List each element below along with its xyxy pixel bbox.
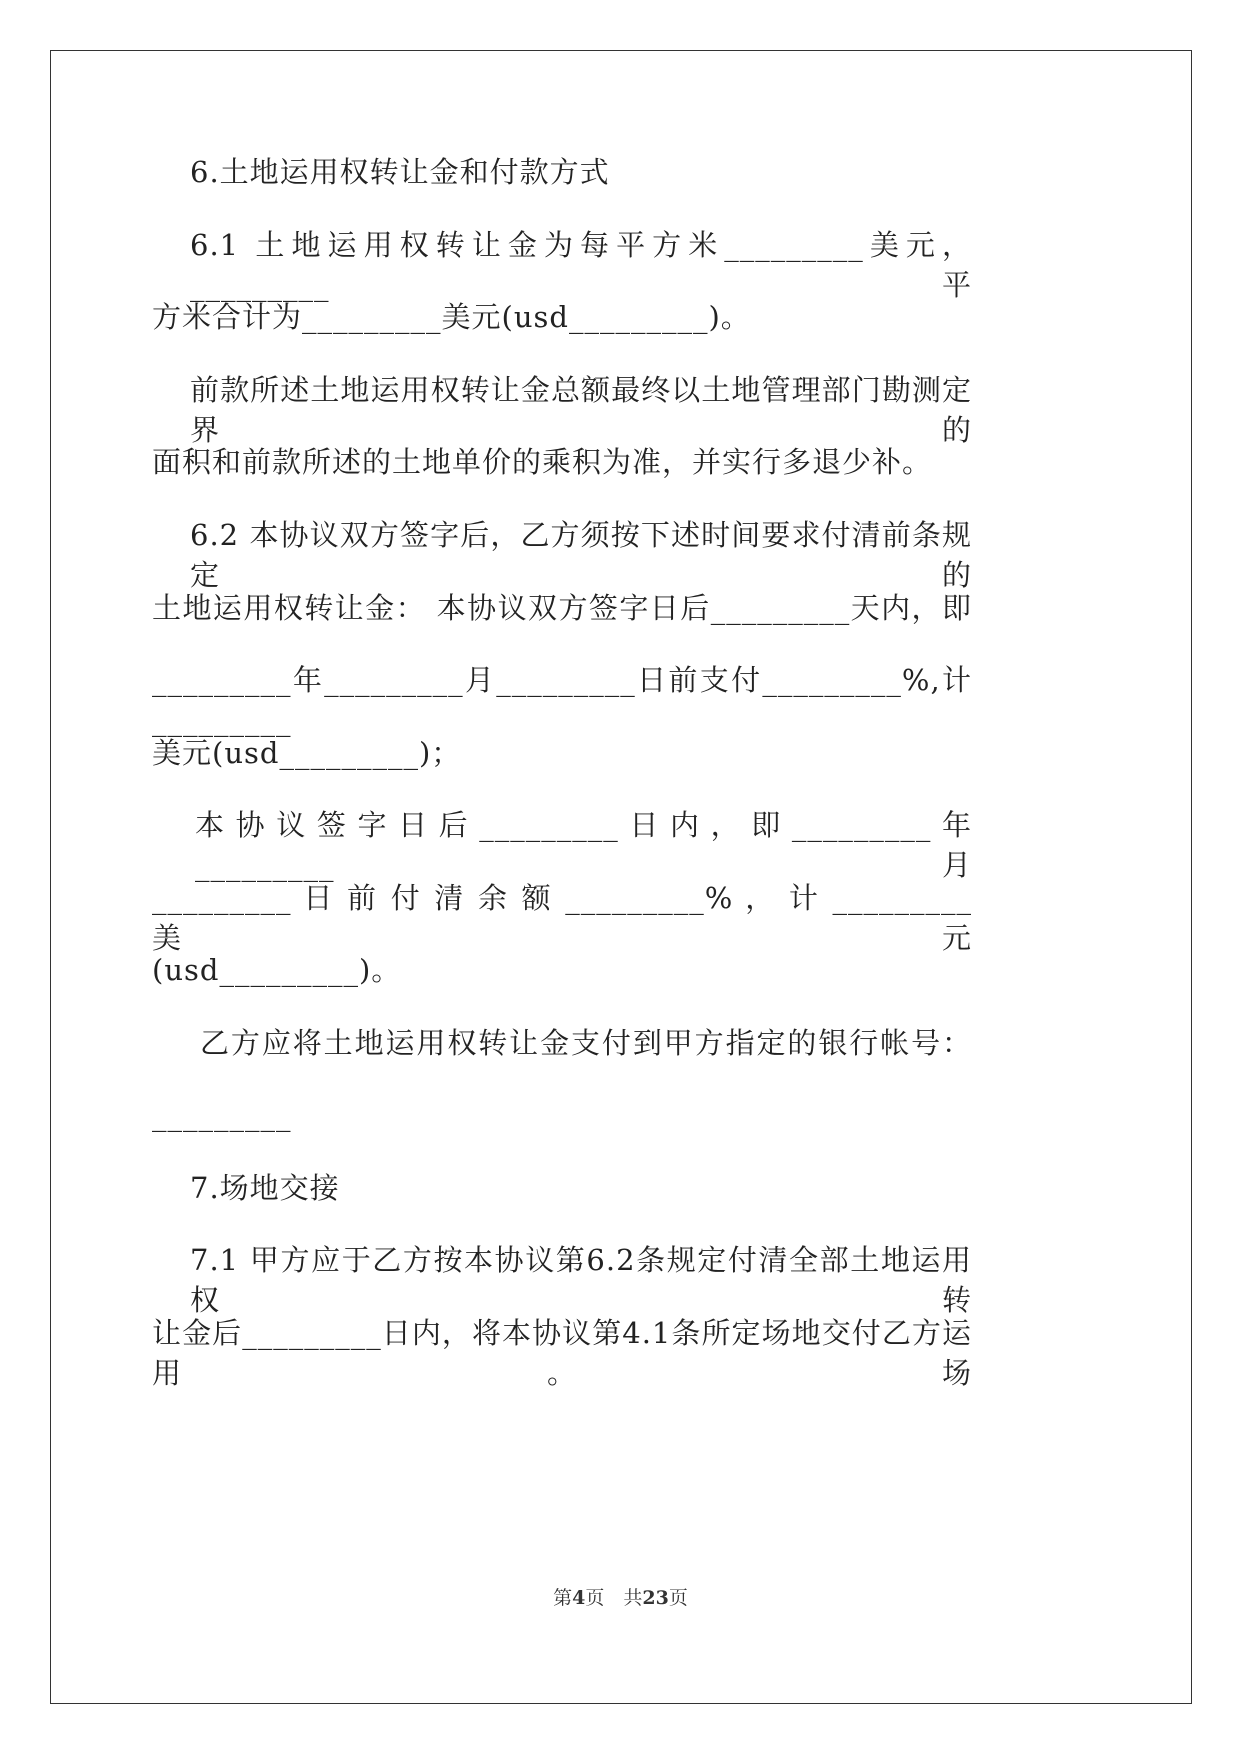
paragraph-line: 美元(usd_________)； [152,736,462,770]
paragraph-line: 6.1 土地运用权转让金为每平方米_________美元，_________平 [190,228,972,302]
paragraph-line: _________ 日 前 付 清 余 额 _________% ， 计 _________ 美 元 [152,881,972,955]
footer-page-number: 4 [572,1587,586,1609]
paragraph-line: _________ [152,1098,292,1132]
heading-section-7: 7.场地交接 [190,1171,340,1205]
paragraph-line: 6.2 本协议双方签字后，乙方须按下述时间要求付清前条规定的 [190,518,972,592]
footer-mid: 页 共 [585,1587,643,1609]
paragraph-line: (usd_________)。 [152,953,402,987]
paragraph-line: 让金后_________日内，将本协议第4.1条所定场地交付乙方运用。场 [152,1316,972,1390]
paragraph-line: 前款所述土地运用权转让金总额最终以土地管理部门勘测定界的 [190,373,972,447]
footer-suffix: 页 [668,1587,688,1609]
footer-prefix: 第 [553,1587,573,1609]
page-footer [0,1584,1241,1612]
paragraph-line: 乙方应将土地运用权转让金支付到甲方指定的银行帐号： [200,1026,972,1060]
paragraph-line: 方米合计为_________美元(usd_________)。 [152,300,751,334]
paragraph-line: 面积和前款所述的土地单价的乘积为准，并实行多退少补。 [152,445,933,479]
paragraph-line: 土地运用权转让金： 本协议双方签字日后_________天内，即 [152,591,972,625]
paragraph-line: 7.1 甲方应于乙方按本协议第6.2条规定付清全部土地运用权转 [190,1243,972,1317]
paragraph-line: _________年_________月_________日前支付_________%,计_________ [152,663,972,737]
paragraph-line: 本协议签字日后_________日内，即_________年_________月 [195,808,972,882]
heading-section-6: 6.土地运用权转让金和付款方式 [190,155,610,189]
footer-total-pages: 23 [642,1587,669,1609]
